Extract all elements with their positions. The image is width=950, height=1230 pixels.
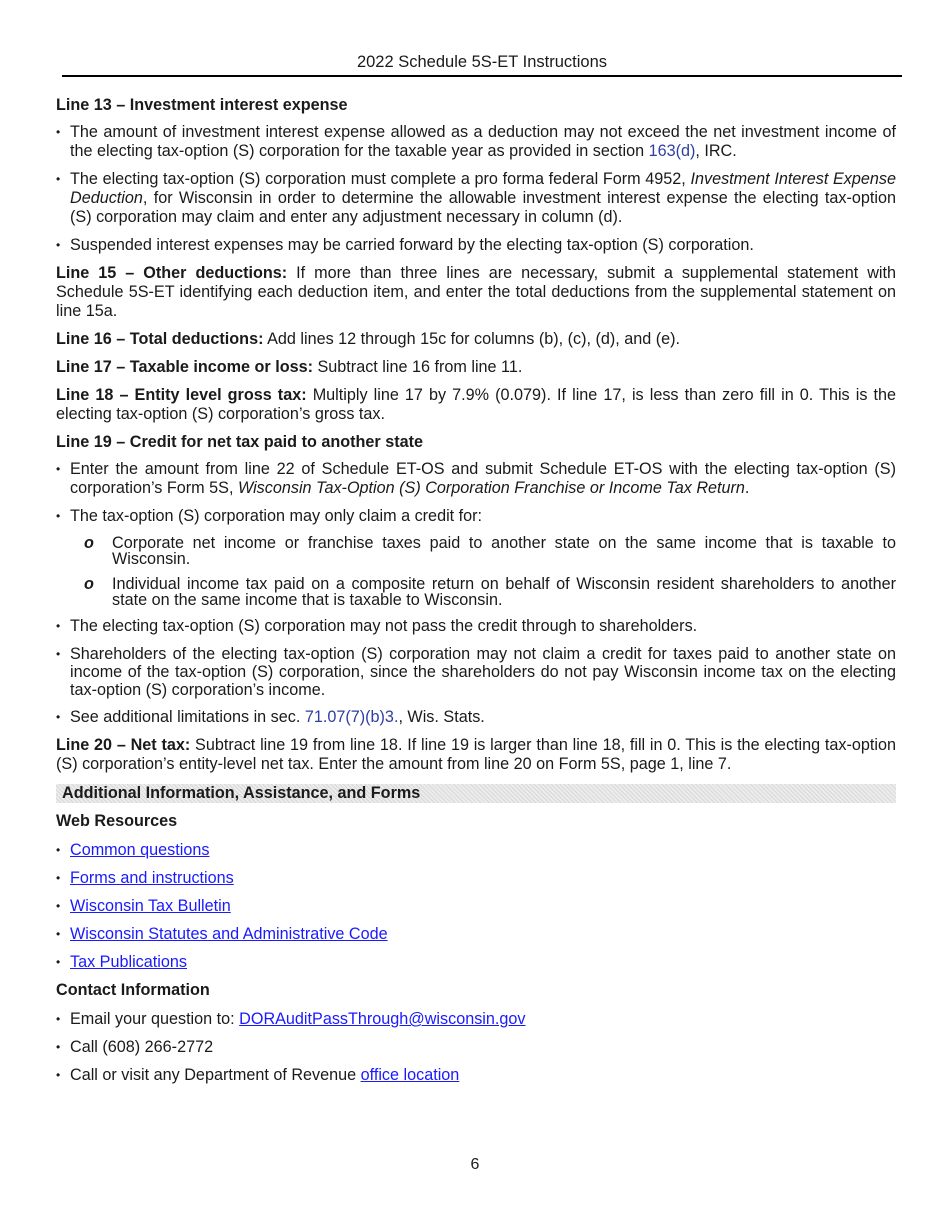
list-item: • The electing tax-option (S) corporation must complete a pro forma federal Form 4952, Investment Interest Expense Deduction, for Wisconsin in order to determine the allowable investment interest expense the electing tax-option (S) corporation may claim and enter any adjustment necessary in column (d).	[56, 170, 896, 227]
web-resources-list	[56, 841, 896, 972]
line13-heading: Line 13 – Investment interest expense	[56, 96, 348, 114]
sub-bullet: o	[84, 575, 94, 593]
list-item: • Call (608) 266-2772	[56, 1038, 896, 1057]
line19-sublist	[56, 535, 896, 608]
list-item	[56, 897, 896, 916]
sub-bullet: o	[84, 534, 94, 552]
line19-list	[56, 460, 896, 526]
list-item: • Suspended interest expenses may be carried forward by the electing tax-option (S) corporation.	[56, 236, 896, 255]
sub-list-item: o Corporate net income or franchise taxes paid to another state on the same income that is taxable to Wisconsin.	[84, 534, 896, 568]
line18-paragraph: Line 18 – Entity level gross tax: Multiply line 17 by 7.9% (0.079). If line 17, is less than zero fill in 0. This is the electing tax-option (S) corporation’s gross tax.	[56, 386, 897, 423]
contact-heading: Contact Information	[56, 981, 210, 999]
list-item: • Email your question to: DORAuditPassThrough@wisconsin.gov	[56, 1010, 896, 1029]
line20-paragraph: Line 20 – Net tax: Subtract line 19 from line 18. If line 19 is larger than line 18, fill in 0. This is the electing tax-option (S) corporation’s entity-level net tax. Enter the amount from line 20 on Form 5S, page 1, line 7.	[56, 736, 896, 773]
list-item	[56, 841, 896, 860]
common-questions-link[interactable]: Common questions	[70, 841, 210, 859]
page-content	[56, 96, 896, 1094]
office-location-link[interactable]: office location	[360, 1066, 460, 1084]
page-header: 2022 Schedule 5S-ET Instructions	[62, 53, 902, 77]
forms-instructions-link[interactable]: Forms and instructions	[70, 869, 234, 887]
line16-paragraph: Line 16 – Total deductions: Add lines 12 through 15c for columns (b), (c), (d), and (e).	[56, 330, 681, 348]
page-number: 6	[470, 1156, 480, 1173]
irc-163d-link[interactable]: 163(d)	[648, 142, 696, 160]
line17-paragraph: Line 17 – Taxable income or loss: Subtract line 16 from line 11.	[56, 358, 523, 376]
tax-publications-link[interactable]: Tax Publications	[70, 953, 187, 971]
wis-stats-71-07-link[interactable]: 71.07(7)(b)3.	[304, 708, 399, 726]
list-item: • Call or visit any Department of Revenue office location	[56, 1066, 896, 1085]
list-item	[56, 925, 896, 944]
line13-list	[56, 123, 896, 255]
list-item: • The tax-option (S) corporation may only claim a credit for:	[56, 507, 896, 526]
line15-paragraph: Line 15 – Other deductions: If more than three lines are necessary, submit a supplemental statement with Schedule 5S-ET identifying each deduction item, and enter the total deductions from the supplemental statement on line 15a.	[56, 264, 896, 320]
contact-list	[56, 1010, 896, 1085]
sub-list-item: o Individual income tax paid on a composite return on behalf of Wisconsin resident shareholders to another state on the same income that is taxable to Wisconsin.	[84, 575, 896, 609]
list-item: • Shareholders of the electing tax-option (S) corporation may not claim a credit for taxes paid to another state on income of the tax-option (S) corporation, since the shareholders do not pay Wisconsin income tax on the electing tax-option (S) corporation’s income.	[56, 645, 896, 699]
statutes-code-link[interactable]: Wisconsin Statutes and Administrative Code	[70, 925, 388, 943]
list-item: • The amount of investment interest expense allowed as a deduction may not exceed the net investment income of the electing tax-option (S) corporation for the taxable year as provided in section 163(d), IRC.	[56, 123, 896, 161]
line19-heading: Line 19 – Credit for net tax paid to another state	[56, 433, 423, 451]
list-item: • See additional limitations in sec. 71.07(7)(b)3., Wis. Stats.	[56, 708, 896, 727]
section-band-additional-info: Additional Information, Assistance, and Forms	[56, 784, 896, 803]
list-item: • The electing tax-option (S) corporation may not pass the credit through to shareholders.	[56, 617, 896, 636]
web-resources-heading: Web Resources	[56, 812, 178, 830]
line19-list-continued	[56, 617, 896, 727]
email-link[interactable]: DORAuditPassThrough@wisconsin.gov	[239, 1010, 526, 1028]
list-item: • Enter the amount from line 22 of Schedule ET-OS and submit Schedule ET-OS with the electing tax-option (S) corporation’s Form 5S, Wisconsin Tax-Option (S) Corporation Franchise or Income Tax Return.	[56, 460, 896, 498]
list-item	[56, 953, 896, 972]
tax-bulletin-link[interactable]: Wisconsin Tax Bulletin	[70, 897, 231, 915]
list-item	[56, 869, 896, 888]
